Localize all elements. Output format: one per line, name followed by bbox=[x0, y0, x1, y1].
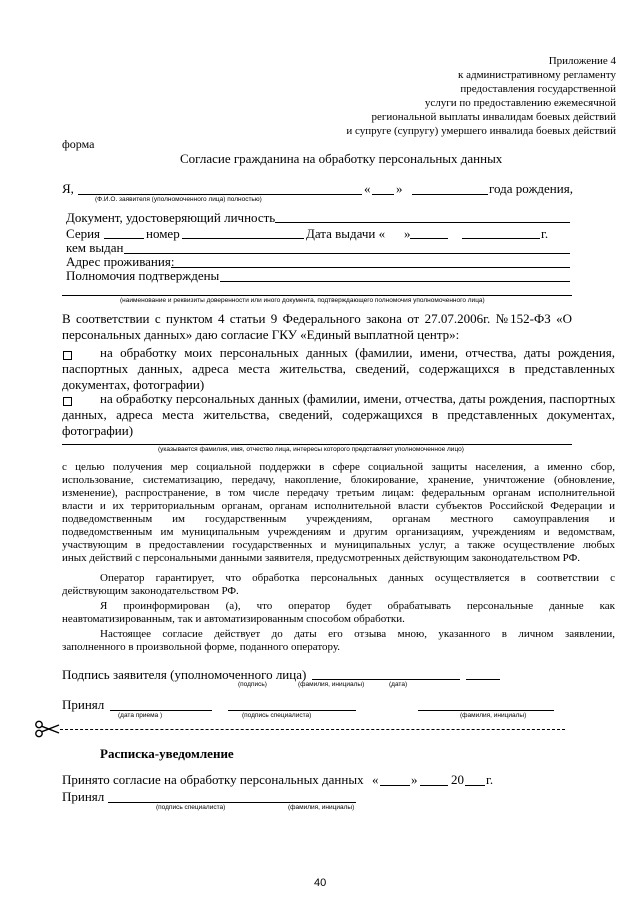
option-own-line-2: паспортных данных, адреса места жительства, сведений, содержащихся в представленных bbox=[62, 361, 615, 376]
series-label: Серия bbox=[66, 226, 101, 241]
receipt-month-field[interactable] bbox=[420, 785, 448, 786]
receipt-accepted-label: Принял bbox=[62, 789, 105, 804]
receipt-name-caption: (фамилия, инициалы) bbox=[288, 804, 355, 811]
receipt-line: Принято согласие на обработку персональных данных bbox=[62, 772, 364, 787]
number-field[interactable] bbox=[182, 238, 304, 239]
option-own-line-3: документах, фотографии) bbox=[62, 377, 205, 392]
quote-open: « bbox=[364, 181, 371, 196]
issue-month-field[interactable] bbox=[410, 238, 448, 239]
document-field[interactable] bbox=[275, 222, 570, 223]
receipt-sign-field[interactable] bbox=[108, 802, 356, 803]
validity-line-2: заполненного в произвольной форме, поданного оператору. bbox=[62, 641, 341, 653]
consent-intro bbox=[62, 311, 572, 343]
consent-line-1: В соответствии с пунктом 4 статьи 9 Федерального закона от 27.07.2006г. №152-ФЗ «О bbox=[62, 311, 572, 326]
series-field[interactable] bbox=[104, 238, 144, 239]
issue-date-close: » bbox=[404, 226, 411, 241]
applicant-caption: (Ф.И.О. заявителя (уполномоченного лица) полностью) bbox=[95, 196, 262, 203]
receipt-year-field[interactable] bbox=[465, 785, 485, 786]
page-number: 40 bbox=[314, 877, 327, 889]
accepted-name-caption: (фамилия, инициалы) bbox=[460, 712, 527, 719]
appendix-line-1: Приложение 4 bbox=[548, 55, 616, 67]
receipt-year-prefix: 20 bbox=[451, 772, 464, 787]
purpose-line-3: изменение), распространение, в том числе передачу третьим лицам: федеральным органам исполнительной bbox=[62, 487, 615, 499]
option-own bbox=[62, 345, 615, 393]
signature-field[interactable] bbox=[312, 679, 460, 680]
issue-year-suffix: г. bbox=[541, 226, 549, 241]
appendix-line-2: к административному регламенту bbox=[458, 69, 616, 81]
birth-day-field[interactable] bbox=[372, 194, 394, 195]
accepted-date-caption: (дата приема ) bbox=[118, 712, 163, 719]
scissors-icon bbox=[34, 720, 60, 738]
signature-date-field[interactable] bbox=[466, 679, 500, 680]
signature-label: Подпись заявителя (уполномоченного лица) bbox=[62, 667, 307, 682]
address-label: Адрес проживания: bbox=[66, 254, 175, 269]
authority-label: Полномочия подтверждены bbox=[66, 268, 220, 283]
receipt-day-field[interactable] bbox=[380, 785, 410, 786]
option-rep-line-3: фотографии) bbox=[62, 423, 134, 438]
signature-name-caption: (фамилия, инициалы) bbox=[298, 681, 365, 688]
validity-statement bbox=[62, 628, 615, 654]
accepted-date-field[interactable] bbox=[110, 710, 212, 711]
issue-year-field[interactable] bbox=[462, 238, 540, 239]
receipt-sign-caption: (подпись специалиста) bbox=[156, 804, 226, 811]
appendix-line-6: и супруге (супругу) умершего инвалида боевых действий bbox=[346, 125, 616, 137]
accepted-sign-caption: (подпись специалиста) bbox=[242, 712, 312, 719]
year-label: года рождения, bbox=[489, 181, 573, 196]
cut-line bbox=[60, 729, 565, 730]
informed-line-2: неавтоматизированным, так и автоматизированным способом обработки. bbox=[62, 613, 405, 625]
address-field[interactable] bbox=[171, 267, 570, 268]
purpose-paragraph bbox=[62, 461, 615, 565]
accepted-name-field[interactable] bbox=[418, 710, 554, 711]
issue-date-label: Дата выдачи « bbox=[306, 226, 386, 241]
purpose-line-2: использование, систематизацию, передачу, накопление, блокирование, хранение, уничтожение (обновление, bbox=[62, 474, 615, 486]
receipt-quote-close: » bbox=[411, 772, 418, 787]
appendix-line-3: предоставления государственной bbox=[460, 83, 616, 95]
quote-close: » bbox=[396, 181, 403, 196]
appendix-line-5: региональной выплаты инвалидам боевых действий bbox=[371, 111, 616, 123]
appendix-line-4: услуги по предоставлению ежемесячной bbox=[424, 97, 616, 109]
represented-caption: (указывается фамилия, имя, отчество лица, интересы которого представляет уполномоченное лицо) bbox=[158, 446, 464, 453]
signature-sign-caption: (подпись) bbox=[238, 681, 267, 688]
option-own-line-1: на обработку моих персональных данных (фамилии, имени, отчества, даты рождения, bbox=[100, 345, 615, 360]
accepted-sign-field[interactable] bbox=[228, 710, 356, 711]
purpose-line-6: подведомственным им муниципальным учреждениям и другим организациям, учреждениям и ведомствам, bbox=[62, 526, 615, 538]
validity-line-1: Настоящее согласие действует до даты его отзыва мною, указанного в личном заявлении, bbox=[100, 628, 615, 640]
option-rep-line-1: на обработку персональных данных (фамилии, имени, отчества, даты рождения, паспортных bbox=[100, 391, 616, 406]
form-label: форма bbox=[62, 137, 95, 151]
ya-label: Я, bbox=[62, 181, 74, 196]
receipt-title: Расписка-уведомление bbox=[100, 746, 234, 761]
receipt-year-suffix: г. bbox=[486, 772, 494, 787]
receipt-quote-open: « bbox=[372, 772, 379, 787]
purpose-line-7: участвующим в предоставлении государственных и муниципальных услуг, а также осуществление любых bbox=[62, 539, 615, 551]
accepted-label: Принял bbox=[62, 697, 105, 712]
purpose-line-1: с целью получения мер социальной поддержки в сфере социальной защиты населения, а именно сбор, bbox=[62, 461, 615, 473]
authority-caption: (наименование и реквизиты доверенности или иного документа, подтверждающего полномочия уполномоченного лица) bbox=[120, 297, 485, 304]
operator-guarantee-line-2: действующим законодательством РФ. bbox=[62, 585, 239, 597]
document-label: Документ, удостоверяющий личность bbox=[66, 210, 276, 225]
signature-date-caption: (дата) bbox=[389, 681, 408, 688]
applicant-name-field[interactable] bbox=[78, 194, 362, 195]
operator-guarantee bbox=[62, 572, 615, 598]
purpose-line-8: иных действий с персональными данными заявителя, предусмотренных действующим законодательством РФ. bbox=[62, 552, 581, 564]
page-title: Согласие гражданина на обработку персональных данных bbox=[180, 151, 503, 166]
issued-by-field[interactable] bbox=[124, 253, 570, 254]
informed-statement bbox=[62, 600, 615, 626]
operator-guarantee-line-1: Оператор гарантирует, что обработка персональных данных осуществляется в соответствии с bbox=[100, 572, 615, 584]
issued-by-label: кем выдан bbox=[66, 240, 124, 255]
option-rep bbox=[62, 391, 615, 439]
informed-line-1: Я проинформирован (а), что оператор будет обрабатывать персональные данные как bbox=[100, 600, 615, 612]
purpose-line-5: подведомственным им государственным учреждениям, органам местного самоуправления и bbox=[62, 513, 615, 525]
number-label: номер bbox=[146, 226, 180, 241]
consent-line-2: персональных данных» даю согласие ГКУ «Единый выплатной центр»: bbox=[62, 327, 460, 342]
authority-field[interactable] bbox=[220, 281, 570, 282]
option-rep-line-2: данных, адреса места жительства, сведений, содержащихся в представленных документах, bbox=[62, 407, 615, 422]
birth-month-field[interactable] bbox=[412, 194, 488, 195]
purpose-line-4: власти и их территориальным органам, органам исполнительной власти субъектов Российской Федерации и bbox=[62, 500, 615, 512]
authority-doc-field[interactable] bbox=[62, 295, 572, 296]
represented-person-field[interactable] bbox=[62, 444, 572, 445]
